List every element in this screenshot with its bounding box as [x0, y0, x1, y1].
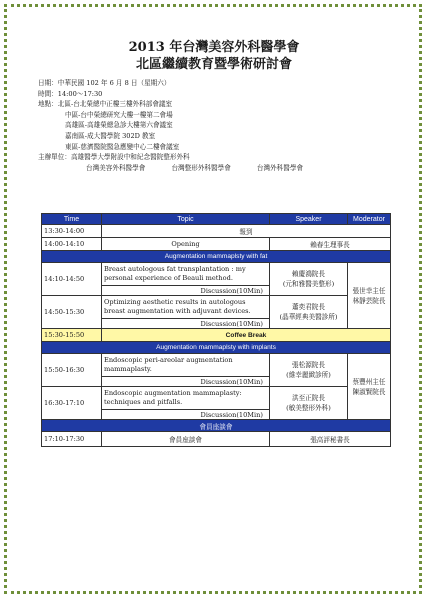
header-speaker: Speaker: [270, 214, 348, 225]
reg-topic: 報到: [102, 225, 391, 238]
r4-topic: [102, 387, 270, 410]
reg-time: 13:30-14:00: [42, 225, 102, 238]
r1-speaker-name: 賴慶鴻院長: [292, 270, 325, 278]
coffee-break: Coffee Break: [102, 329, 391, 342]
r1-topic-line1: Breast autologous fat transplantation : my: [104, 265, 246, 273]
date: 日期：中華民國 102 年 6 月 8 日（星期六）: [38, 79, 171, 87]
organizer-3: 台灣整形外科醫學會: [171, 163, 231, 172]
r3-topic-line1: Endoscopic peri-areolar augmentation: [104, 356, 233, 364]
place-north: 地點：北區-台北榮總中正樓三樓外科部會議室: [38, 100, 173, 109]
moderators-2: [348, 354, 391, 420]
title-line2: 北區繼續教育暨學術研討會: [135, 57, 292, 72]
header-moderator: Moderator: [348, 214, 391, 225]
r1-time: 14:10-14:50: [42, 263, 102, 296]
moderator-1a: 張世幸主任: [352, 286, 386, 295]
r5-topic: 會員座談會: [102, 432, 270, 447]
coffee-time: 15:30-15:50: [42, 329, 102, 342]
organizer-2: 台灣美容外科醫學會: [86, 163, 146, 172]
r2-speaker-clinic: (晶華經典美醫診所): [279, 313, 338, 321]
r4-speaker-clinic: (敏美整形外科): [286, 404, 331, 412]
r1-topic: [102, 263, 270, 286]
r4-discussion: Discussion(10Min): [102, 410, 270, 420]
co-organizers: [38, 163, 327, 174]
r4-topic-line1: Endoscopic augmentation mammaplasty:: [104, 389, 242, 397]
organizer-4: 台灣外科醫學會: [256, 163, 304, 172]
r3-speaker-name: 張松源院長: [292, 361, 325, 369]
time: 時間：14:00～17:30: [38, 89, 103, 98]
r1-speaker-clinic: (元和雅醫美整形): [282, 280, 335, 288]
title-line1: 2013 年台灣美容外科醫學會: [128, 40, 300, 55]
r3-time: 15:50-16:30: [42, 354, 102, 387]
r5-speaker: 張高評秘書長: [270, 432, 391, 447]
place-kaohsiung: 高雄區-高雄榮總急診大樓第六會議室: [65, 121, 173, 130]
event-info: [38, 78, 327, 173]
r1-topic-line2: personal experience of Beauli method.: [104, 274, 233, 282]
r5-time: 17:10-17:30: [42, 432, 102, 447]
open-speaker: 賴春生理事長: [270, 238, 391, 251]
r4-topic-line2: techniques and pitfalls.: [104, 398, 183, 406]
r1-speaker: [270, 263, 348, 296]
place-central: 中區-台中榮總研究大樓一樓第二會場: [65, 110, 173, 119]
moderator-2b: 陳淑賢院長: [352, 387, 386, 396]
header-time: Time: [42, 214, 102, 225]
schedule-table: [41, 213, 391, 447]
place-east: 東區-慈濟醫院醫急應變中心二樓會議室: [65, 142, 180, 151]
r2-time: 14:50-15:30: [42, 296, 102, 329]
moderator-1b: 林靜芸院長: [352, 296, 386, 305]
moderators-1: [348, 263, 391, 329]
r3-speaker: [270, 354, 348, 387]
r3-discussion: Discussion(10Min): [102, 377, 270, 387]
section-fat: Augmentation mammaplsty with fat: [42, 251, 391, 263]
place-chiayi-tainan: 嘉南區-成大醫學院 302D 教室: [65, 131, 156, 140]
r2-topic: [102, 296, 270, 319]
r3-topic: [102, 354, 270, 377]
moderator-2a: 蔡豐州主任: [352, 377, 386, 386]
r2-discussion: Discussion(10Min): [102, 319, 270, 329]
open-topic: Opening: [102, 238, 270, 251]
header-topic: Topic: [102, 214, 270, 225]
r3-speaker-clinic: (維幸麗緻診所): [286, 371, 331, 379]
r1-discussion: Discussion(10Min): [102, 286, 270, 296]
r2-speaker: [270, 296, 348, 329]
r2-topic-line2: breast augmentation with adjuvant devices.: [104, 307, 251, 315]
section-members: 會員座談會: [42, 420, 391, 432]
open-time: 14:00-14:10: [42, 238, 102, 251]
organizer: 主辦單位：高雄醫學大學附設中和紀念醫院整形外科: [38, 153, 190, 162]
r3-topic-line2: mammaplasty.: [104, 365, 152, 373]
section-implants: Augmentation mammaplsty with implants: [42, 342, 391, 354]
r2-speaker-name: 蕭奕君院長: [292, 303, 325, 311]
r2-topic-line1: Optimizing aesthetic results in autologous: [104, 298, 246, 306]
r4-time: 16:30-17:10: [42, 387, 102, 420]
r4-speaker: [270, 387, 348, 420]
r4-speaker-name: 洪至正院長: [292, 394, 325, 402]
